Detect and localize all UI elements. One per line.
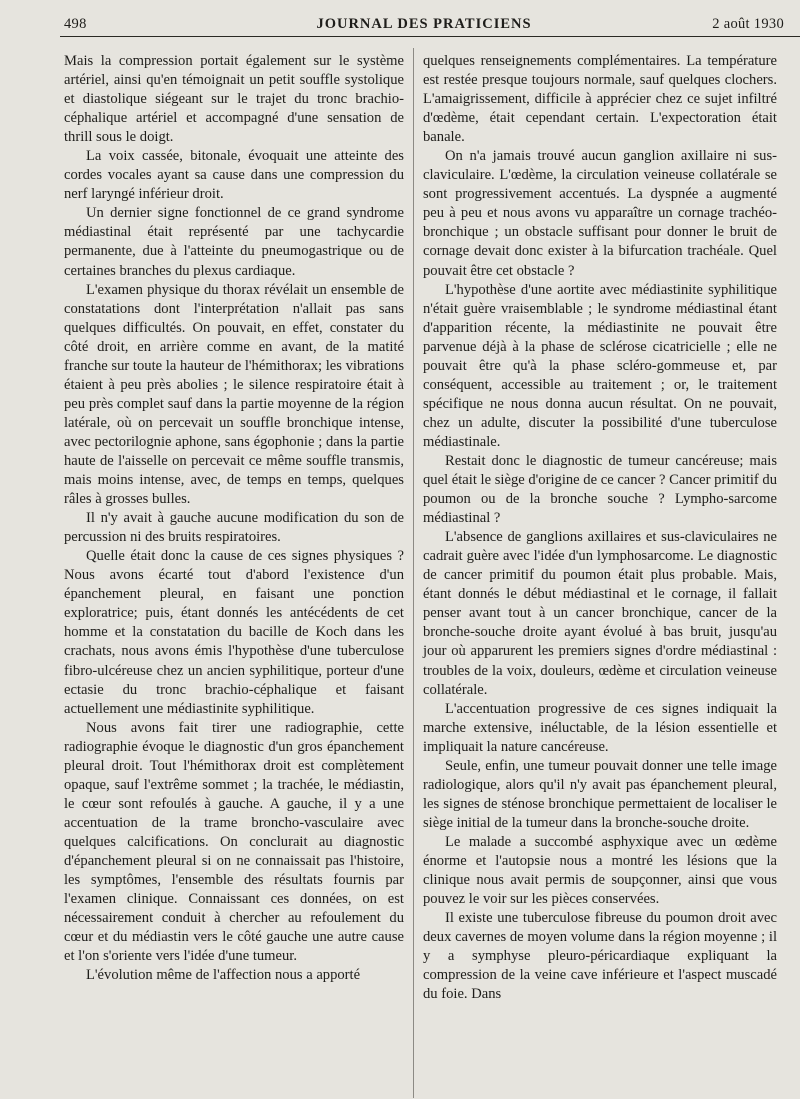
paragraph: L'examen physique du thorax révélait un ensemble de constatations dont l'interprétation n'allait pas sans quelques difficultés. On pouvait, en effet, constater du côté droit, en arrière comme en avant, de la matité franche sur toute la hauteur de l'hémithorax; les vibrations étaient à peu près abolies ; le silence respiratoire était à peu près complet sauf dans la partie moyenne de la région latérale, où on percevait un souffle bronchique intense, avec pectorilognie aphone, sans égophonie ; dans la partie haute de l'aisselle on percevait ce même souffle transmis, mais moins intense, avec, de temps en temps, quelques râles à grosses bulles. [64,281,404,508]
paragraph: L'absence de ganglions axillaires et sus-claviculaires ne cadrait guère avec l'idée d'un lymphosarcome. Le diagnostic de cancer primitif du poumon était plus probable. Mais, étant donnés le début médiastinal et le cornage, il fallait penser avant tout à un cancer bronchique, cancer de la bronche-souche droite ayant évolué à bas bruit, jusqu'au jour où apparurent les premiers signes d'ordre médiastinal : troubles de la voix, douleurs, œdème et circulation veineuse collatérale. [423,529,777,698]
paragraph: L'hypothèse d'une aortite avec médiastinite syphilitique n'était guère vraisemblable ; le syndrome médiastinal étant d'apparition récente, la médiastinite ne pouvait être parvenue déjà à la phase de sclérose cicatricielle ; elle ne pouvait être qu'à la phase scléro-gommeuse et, par conséquent, accessible au traitement ; or, le traitement spécifique ne nous donna aucun résultat. On ne pouvait, chez un adulte, discuter la possibilité d'une tuberculose médiastinale. [423,281,777,450]
paragraph: Quelle était donc la cause de ces signes physiques ? Nous avons écarté tout d'abord l'existence d'un épanchement pleural, en faisant une ponction exploratrice; puis, étant donnés les antécédents de cet homme et la constatation du bacille de Koch dans les crachats, nous avons émis l'hypothèse d'une tuberculose fibro-ulcéreuse chez un ancien syphilitique, porteur d'une ectasie du tronc brachio-céphalique et faisant actuellement une médiastinite syphilitique. [64,548,404,717]
column-divider [413,48,414,1098]
paragraph: Seule, enfin, une tumeur pouvait donner une telle image radiologique, alors qu'il n'y avait pas épanchement pleural, les signes de sténose bronchique permettaient de localiser le siège initial de la tumeur dans la bronche-souche droite. [423,757,777,831]
paragraph: L'accentuation progressive de ces signes indiquait la marche extensive, inéluctable, de la lésion essentielle et impliquait la nature cancéreuse. [423,700,777,755]
page-header [64,14,784,36]
issue-date: 2 août 1930 [712,16,784,32]
paragraph: Mais la compression portait également sur le système artériel, ainsi qu'en témoignait un petit souffle systolique et diastolique siégeant sur le trajet du tronc brachio-céphalique artériel et accompagné d'une sensation de thrill sous le doigt. [64,53,404,146]
right-column [423,52,777,1004]
paragraph: Il existe une tuberculose fibreuse du poumon droit avec deux cavernes de moyen volume dans la région moyenne ; il y a symphyse pleuro-péricardiaque expliquant la compression de la veine cave inférieure et l'aspect muscadé du foie. Dans [423,910,777,1003]
header-rule [60,36,800,37]
journal-title: JOURNAL DES PRATICIENS [316,16,532,32]
paragraph: quelques renseignements complémentaires. La température est restée presque toujours normale, sauf quelques clochers. L'amaigrissement, difficile à apprécier chez ce sujet infiltré d'œdème, était cependant certain. L'expectoration était banale. [423,53,777,146]
paragraph: La voix cassée, bitonale, évoquait une atteinte des cordes vocales ayant sa cause dans une compression du nerf laryngé inférieur droit. [64,148,404,203]
page-number: 498 [64,16,87,32]
left-column [64,52,404,985]
paragraph: On n'a jamais trouvé aucun ganglion axillaire ni sus-claviculaire. L'œdème, la circulation veineuse collatérale se sont progressivement accentués. La dyspnée a augmenté peu à peu et nous avons vu apparaître un cornage trachéo-bronchique ; un obstacle suffisant pour donner le bruit de cornage devait donc exister à la bifurcation trachéale. Quel pouvait être cet obstacle ? [423,148,777,279]
paragraph: Le malade a succombé asphyxique avec un œdème énorme et l'autopsie nous a montré les lésions que la clinique nous avait permis de soupçonner, ainsi que vous pouvez le voir sur les pièces conservées. [423,833,777,908]
paragraph: Il n'y avait à gauche aucune modification du son de percussion ni des bruits respiratoires. [64,510,404,546]
paragraph: Un dernier signe fonctionnel de ce grand syndrome médiastinal était représenté par une tachycardie permanente, due à l'atteinte du pneumogastrique ou de certaines branches du plexus cardiaque. [64,205,404,279]
paragraph: Restait donc le diagnostic de tumeur cancéreuse; mais quel était le siège d'origine de ce cancer ? Cancer primitif du poumon ou de la bronche souche ? Lympho-sarcome médiastinal ? [423,452,777,527]
paragraph: L'évolution même de l'affection nous a apporté [86,967,361,984]
paragraph: Nous avons fait tirer une radiographie, cette radiographie évoque le diagnostic d'un gros épanchement pleural droit. Tout l'hémithorax droit est complètement opaque, sauf l'extrême sommet ; la trachée, le médiastin, le cœur sont refoulés à gauche. A gauche, il y a une accentuation de la trame broncho-vasculaire avec quelques calcifications. On conclurait au diagnostic d'épanchement pleural si on ne connaissait pas l'histoire, les symptômes, l'ensemble des résultats fournis par l'examen clinique. Connaissant ces données, on est nécessairement conduit à chercher au refoulement du cœur et du médiastin vers le côté gauche une autre cause et l'on s'oriente vers l'idée d'une tumeur. [64,719,404,965]
